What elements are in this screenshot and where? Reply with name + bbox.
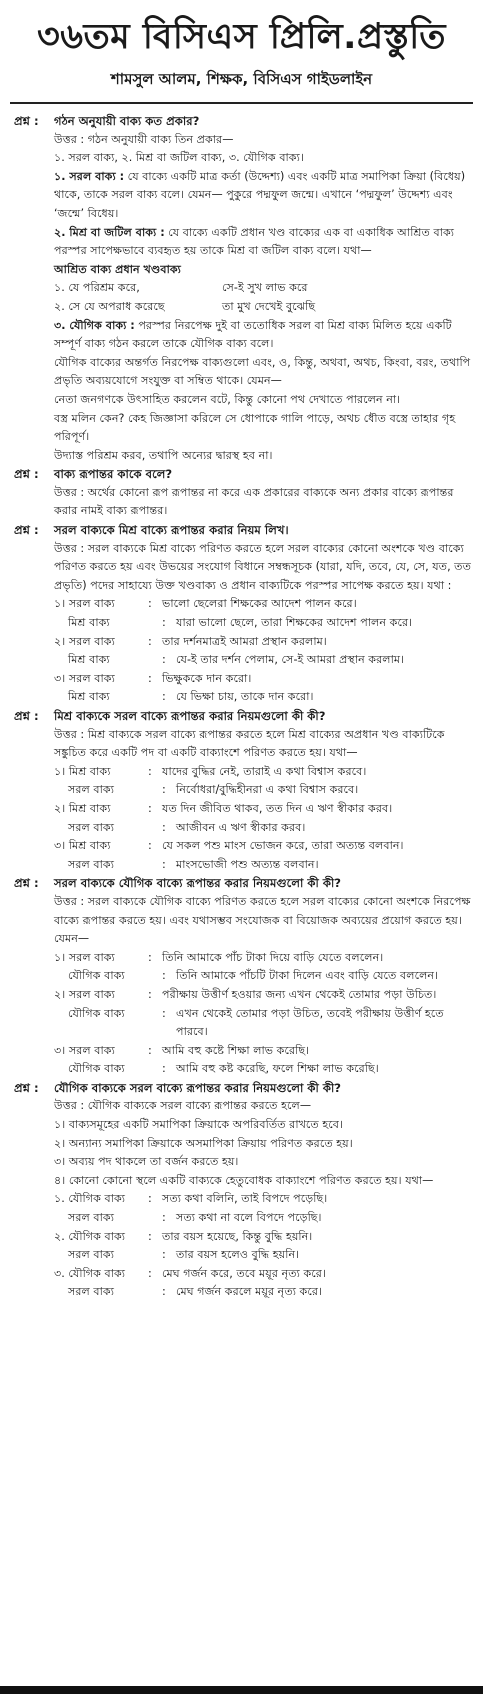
question [14,112,471,131]
colon: : [148,764,152,778]
question [14,707,471,726]
paragraph-text: নেতা জনগণকে উৎসাহিত করলেন বটে, কিন্তু কোনো পথ দেখাতে পারলেন না। [54,392,401,406]
example-row [54,1228,471,1247]
example-row [54,800,471,819]
rule-item: ২। অন্যান্য সমাপিকা ক্রিয়াকে অসমাপিকা ক্রিয়ায় পরিণত করতে হয়। [54,1136,353,1150]
example-row [54,1005,471,1042]
sentence-type: ৩। সরল বাক্য [54,1043,115,1057]
paragraph-text: উত্তর : যৌগিক বাক্যকে সরল বাক্যে রূপান্তর করতে হলে— [54,1099,312,1113]
example-row [54,781,471,800]
answer-paragraph [54,540,471,596]
example-row [54,986,471,1005]
colon: : [162,1211,166,1225]
answer-block [54,540,471,707]
question-label: প্রশ্ন : [14,1080,39,1095]
paragraph-text: বস্ত্র মলিন কেন? কেহ জিজ্ঞাসা করিলে সে ধোপাকে গালি পাড়ে, অথচ ধৌত বস্ত্রে তাহার গৃহ পরিপূর্ণ। [54,411,456,444]
sentence-type: যৌগিক বাক্য [68,1006,125,1020]
answer-paragraph [54,726,471,763]
sentence-type: ৩. যৌগিক বাক্য [54,1266,126,1280]
answer-block [54,131,471,466]
example-row [54,1246,471,1265]
main-clause: তা মুখ দেখেই বুঝেছি [222,299,316,313]
sentence-type: ২। মিশ্র বাক্য [54,801,111,815]
rule-item: ৩। অব্যয় পদ থাকলে তা বর্জন করতে হয়। [54,1155,239,1169]
answer-paragraph [54,354,471,391]
answer-paragraph [54,447,471,466]
colon: : [162,783,166,797]
colon: : [162,820,166,834]
colon: : [162,1248,166,1262]
colon: : [148,801,152,815]
sentence-type: ১। সরল বাক্য [54,950,115,964]
colon: : [148,950,152,964]
colon: : [162,1285,166,1299]
answer-paragraph [54,224,471,261]
author-line: শামসুল আলম, শিক্ষক, বিসিএস গাইডলাইন [110,70,373,88]
colon: : [148,1229,152,1243]
article-body [0,112,483,1302]
answer-paragraph [54,893,471,949]
sentence-type: ১। মিশ্র বাক্য [54,764,111,778]
paragraph-heading: ১. সরল বাক্য : [54,169,125,183]
question-text: গঠন অনুযায়ী বাক্য কত প্রকার? [54,114,200,128]
answer-block [54,726,471,875]
question [14,521,471,540]
example-sentence: তার দর্শনমাত্রই আমরা প্রস্থান করলাম। [162,634,327,648]
colon: : [148,839,152,853]
paragraph-text: যে বাক্যে একটি মাত্র কর্তা (উদ্দেশ্য) এবং একটি মাত্র সমাপিকা ক্রিয়া (বিধেয়) থাকে, তাকে সরল বাক্য বলে। যেমন— পুকুরে পদ্মফুল জন্মে। এখানে ‘পদ্মফুল’ উদ্দেশ্য এবং ‘জন্মে’ বিধেয়। [54,169,466,220]
example-sentence: ভিক্ষুককে দান করো। [162,671,252,685]
question-label: প্রশ্ন : [14,876,39,891]
example-row [54,856,471,875]
example-row [54,949,471,968]
example-sentence: আমি বহু কষ্ট করেছি, ফলে শিক্ষা লাভ করেছি। [176,1062,379,1076]
sentence-type: মিশ্র বাক্য [68,616,110,630]
paragraph-text: উত্তর : মিশ্র বাক্যকে সরল বাক্যে রূপান্তর করতে হলে মিশ্র বাক্যের অপ্রধান খণ্ড বাক্যটিকে সঙ্কুচিত করে একটি পদ বা একটি বাক্যাংশে পরিণত করতে হয়। যথা— [54,727,445,760]
example-row [54,837,471,856]
sentence-type: সরল বাক্য [68,1211,114,1225]
answer-paragraph [54,168,471,224]
paragraph-text: উদ্যাস্ত পরিশ্রম করব, তথাপি অন্যের দ্বারস্থ হব না। [54,448,273,462]
question-label: প্রশ্ন : [14,114,39,128]
example-sentence: তিনি আমাকে পাঁচটি টাকা দিলেন এবং বাড়ি যেতে বললেন। [176,969,439,983]
colon: : [162,690,166,704]
paragraph-text: পরস্পর নিরপেক্ষ দুই বা ততোধিক সরল বা মিশ্র বাক্য মিলিত হয়ে একটি সম্পূর্ণ বাক্য গঠন করলে তাকে যৌগিক বাক্য বলে। [54,318,452,351]
example-row [54,1283,471,1302]
example-sentence: সত্য কথা না বলে বিপদে পড়েছি। [176,1211,322,1225]
main-clause: সে-ই সুখ লাভ করে [222,281,308,295]
paragraph-text: উত্তর : সরল বাক্যকে মিশ্র বাক্যে পরিণত করতে হলে সরল বাক্যের কোনো অংশকে খণ্ড বাক্যে পরিণত করতে হয় এবং উভয়ের সংযোগ বিধানে সম্বন্ধসূচক (যারা, যদি, তবে, যে, সে, যত, তত প্রভৃতি) পদের সাহায্যে উক্ত খণ্ডবাক্য ও প্রধান বাক্যটিকে পরস্পর সাপেক্ষ করতে হয়। যথা : [54,541,471,592]
bottom-bar [0,1686,483,1694]
example-row [54,595,471,614]
example-row [54,1190,471,1209]
sentence-type: ২. যৌগিক বাক্য [54,1229,126,1243]
question-label: প্রশ্ন : [14,467,39,482]
example-sentence: মেঘ গর্জন করে, তবে ময়ূর নৃত্য করে। [162,1266,326,1280]
example-sentence: তিনি আমাকে পাঁচ টাকা দিয়ে বাড়ি যেতে বললেন। [162,950,384,964]
example-sentence: সত্য কথা বলিনি, তাই বিপদে পড়েছি। [162,1192,328,1206]
question [14,1079,471,1098]
table-heading: আশ্রিত বাক্য প্রধান খণ্ডবাক্য [54,262,181,276]
answer-line: উত্তর : গঠন অনুযায়ী বাক্য তিন প্রকার— [54,132,234,146]
example-row [54,1209,471,1228]
question-text: সরল বাক্যকে যৌগিক বাক্যে রূপান্তর করার নিয়মগুলো কী কী? [54,876,341,891]
question-text: মিশ্র বাক্যকে সরল বাক্যে রূপান্তর করার নিয়মগুলো কী কী? [54,709,326,723]
sentence-type: ১. যৌগিক বাক্য [54,1192,126,1206]
example-sentence: পরীক্ষায় উত্তীর্ণ হওয়ার জন্য এখন থেকেই তোমার পড়া উচিত। [162,987,437,1001]
sentence-type: মিশ্র বাক্য [68,690,110,704]
sentence-type: সরল বাক্য [68,1285,114,1299]
example-sentence: যে ভিক্ষা চায়, তাকে দান করো। [176,690,314,704]
sentence-type: ২। সরল বাক্য [54,634,115,648]
answer-block [54,893,471,1079]
example-sentence: যাদের বুদ্ধির নেই, তারাই এ কথা বিশ্বাস করবে। [162,764,367,778]
example-row [54,967,471,986]
paragraph-text: যে বাক্যে একটি প্রধান খণ্ড বাক্যের এক বা একাধিক আশ্রিত বাক্য পরস্পর সাপেক্ষভাবে ব্যবহৃত হয় তাকে মিশ্র বা জটিল বাক্য বলে। যথা— [54,225,455,258]
sentence-type: ১। সরল বাক্য [54,597,115,611]
sentence-type: সরল বাক্য [68,1248,114,1262]
example-sentence: তার বয়স হলেও বুদ্ধি হয়নি। [176,1248,300,1262]
rule-item: ৪। কোনো কোনো স্থলে একটি বাক্যকে হেতুবোধক বাক্যাংশে পরিণত করতে হয়। যথা— [54,1173,434,1187]
sentence-type: ২। সরল বাক্য [54,987,115,1001]
example-sentence: ভালো ছেলেরা শিক্ষকের আদেশ পালন করে। [162,597,357,611]
sentence-type: ৩। মিশ্র বাক্য [54,839,111,853]
example-row [54,1060,471,1079]
answer-block [54,1097,471,1302]
example-sentence: যত দিন জীবিত থাকব, তত দিন এ ঋণ স্বীকার করব। [162,801,393,815]
example-sentence: আজীবন এ ঋণ স্বীকার করব। [176,820,306,834]
answer-block [54,484,471,521]
colon: : [148,1192,152,1206]
colon: : [148,1043,152,1057]
example-row [54,1042,471,1061]
example-row [54,819,471,838]
colon: : [162,857,166,871]
colon: : [162,1062,166,1076]
answer-paragraph [54,317,471,354]
colon: : [148,671,152,685]
example-row [54,763,471,782]
answer-line: ১. সরল বাক্য, ২. মিশ্র বা জটিল বাক্য, ৩. যৌগিক বাক্য। [54,151,304,165]
example-row [54,670,471,689]
page-title: ৩৬তম বিসিএস প্রিলি.প্রস্তুতি [36,17,447,57]
example-row [54,633,471,652]
example-pair [54,298,471,317]
colon: : [148,634,152,648]
sentence-type: সরল বাক্য [68,820,114,834]
divider [10,102,473,104]
paragraph-text: উত্তর : সরল বাক্যকে যৌগিক বাক্যে পরিণত করতে হলে সরল বাক্যের কোনো অংশকে নিরপেক্ষ বাক্যে রূপান্তর করতে হয়। এবং যথাসম্ভব সংযোজক বা বিয়োজক অব্যয়ের প্রয়োগ করতে হয়। যেমন— [54,894,471,946]
colon: : [148,597,152,611]
example-row [54,1265,471,1284]
colon: : [148,987,152,1001]
sentence-type: সরল বাক্য [68,857,114,871]
example-sentence: মাংসভোজী পশু অত্যন্ত বলবান। [176,857,319,871]
example-sentence: যে সকল পশু মাংস ভোজন করে, তারা অত্যন্ত বলবান। [162,839,404,853]
paragraph-heading: ৩. যৌগিক বাক্য : [54,318,135,332]
example-sentence: তার বয়স হয়েছে, কিন্তু বুদ্ধি হয়নি। [162,1229,313,1243]
example-sentence: যে-ই তার দর্শন পেলাম, সে-ই আমরা প্রস্থান করলাম। [176,653,405,667]
example-row [54,688,471,707]
sentence-type: মিশ্র বাক্য [68,653,110,667]
example-sentence: নির্বোধরা/বুদ্ধিহীনরা এ কথা বিশ্বাস করবে। [176,783,359,797]
answer-paragraph [54,484,471,521]
example-sentence: এখন থেকেই তোমার পড়া উচিত, তবেই পরীক্ষায় উত্তীর্ণ হতে পারবে। [176,1006,444,1039]
example-row [54,651,471,670]
colon: : [162,1006,166,1020]
question-text: যৌগিক বাক্যকে সরল বাক্যে রূপান্তর করার নিয়মগুলো কী কী? [54,1080,341,1095]
question-text: বাক্য রূপান্তর কাকে বলে? [54,467,173,482]
answer-paragraph [54,410,471,447]
paragraph-text: উত্তর : অর্থের কোনো রূপ রূপান্তর না করে এক প্রকারের বাক্যকে অন্য প্রকার বাক্যে রূপান্তর করার নামই বাক্য রূপান্তর। [54,485,454,518]
paragraph-text: যৌগিক বাক্যের অন্তর্গত নিরপেক্ষ বাক্যগুলো এবং, ও, কিন্তু, অথবা, অথচ, কিংবা, বরং, তথাপি প্রভৃতি অব্যয়যোগে সংযুক্ত বা সম্বিত থাকে। যেমন— [54,355,471,388]
question [14,465,471,484]
answer-paragraph [54,391,471,410]
rule-item: ১। বাক্যসমূহের একটি সমাপিকা ক্রিয়াকে অপরিবর্তিত রাখতে হবে। [54,1118,343,1132]
question-text: সরল বাক্যকে মিশ্র বাক্যে রূপান্তর করার নিয়ম লিখ। [54,523,289,538]
answer-paragraph [54,1097,471,1116]
dependent-clause: ১. যে পরিশ্রম করে, [54,281,140,295]
colon: : [162,616,166,630]
sentence-type: যৌগিক বাক্য [68,1062,125,1076]
question-label: প্রশ্ন : [14,709,39,723]
example-pair [54,279,471,298]
colon: : [162,969,166,983]
question-label: প্রশ্ন : [14,523,39,538]
paragraph-heading: ২. মিশ্র বা জটিল বাক্য : [54,225,165,239]
example-sentence: মেঘ গর্জন করলে ময়ূর নৃত্য করে। [176,1285,323,1299]
colon: : [148,1266,152,1280]
example-sentence: যারা ভালো ছেলে, তারা শিক্ষকের আদেশ পালন করে। [176,616,413,630]
sentence-type: সরল বাক্য [68,783,114,797]
colon: : [162,653,166,667]
sentence-type: ৩। সরল বাক্য [54,671,115,685]
question [14,874,471,893]
dependent-clause: ২. সে যে অপরাধ করেছে [54,299,165,313]
example-sentence: আমি বহু কষ্টে শিক্ষা লাভ করেছি। [162,1043,310,1057]
sentence-type: যৌগিক বাক্য [68,969,125,983]
example-row [54,614,471,633]
